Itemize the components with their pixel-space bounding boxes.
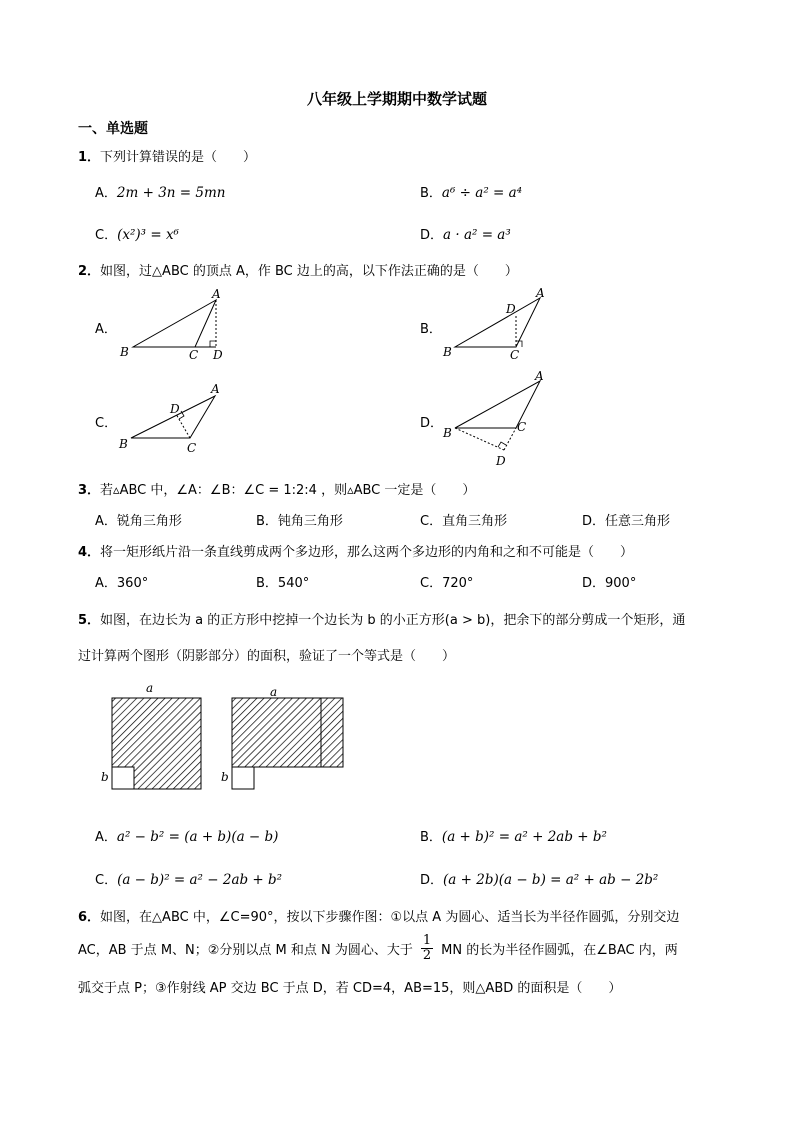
q1-option-d[interactable]: D．a · a² = a³ [420, 227, 511, 243]
question-4-stem: 将一矩形纸片沿一条直线剪成两个多边形，那么这两个多边形的内角和之和不可能是（ ） [100, 545, 634, 560]
q4-option-b[interactable]: B．540° [256, 576, 310, 591]
q2c-point-c: C [187, 441, 197, 455]
q5-option-c[interactable]: C．(a − b)² = a² − 2ab + b² [95, 872, 283, 888]
q2d-point-c: C [517, 420, 527, 434]
q1-option-a[interactable]: A．2m + 3n = 5mn [95, 185, 226, 201]
q2-option-a-label[interactable]: A． [95, 322, 117, 337]
q2b-point-c: C [510, 348, 520, 362]
question-5-stem-line1: 如图，在边长为 a 的正方形中挖掉一个边长为 b 的小正方形(a > b)，把余下的部分剪成一个矩形，通 [100, 613, 686, 628]
q2a-point-d: D [213, 348, 223, 362]
q4-option-c[interactable]: C．720° [420, 576, 474, 591]
q2-option-b-label[interactable]: B． [420, 322, 442, 337]
q2c-point-b: B [119, 437, 128, 451]
q2b-point-b: B [443, 345, 452, 359]
q5-left-b-label: b [101, 770, 109, 784]
q3-option-d[interactable]: D．任意三角形 [582, 514, 671, 529]
question-2-stem: 如图，过△ABC 的顶点 A，作 BC 边上的高，以下作法正确的是（ ） [100, 264, 518, 279]
q2d-point-b: B [443, 426, 452, 440]
q2d-point-a: A [535, 369, 544, 383]
q1-option-c[interactable]: C．(x²)³ = x⁶ [95, 227, 179, 243]
fraction-one-half: $\frac{1}{2}$ [422, 933, 432, 963]
q5-right-b-label: b [221, 770, 229, 784]
q2c-point-a: A [211, 382, 220, 396]
question-5-stem-line2: 过计算两个图形（阴影部分）的面积，验证了一个等式是（ ） [78, 649, 456, 664]
q2a-point-a: A [212, 287, 221, 301]
question-6-line3: 弧交于点 P；③作射线 AP 交边 BC 于点 D，若 CD=4，AB=15，则△ABD 的面积是（ ） [78, 981, 622, 996]
q2b-point-d: D [506, 302, 516, 316]
page-title: 八年级上学期期中数学试题 [306, 90, 487, 108]
q3-option-c[interactable]: C．直角三角形 [420, 514, 508, 529]
question-6 [78, 906, 679, 925]
q2d-point-d: D [496, 454, 506, 468]
section-heading: 一、单选题 [78, 121, 148, 137]
q2c-point-d: D [170, 402, 180, 416]
question-1-number: 1． [78, 150, 101, 165]
question-4-number: 4． [78, 545, 101, 560]
q2b-point-a: A [536, 286, 545, 300]
q5-option-d[interactable]: D．(a + 2b)(a − b) = a² + ab − 2b² [420, 872, 659, 888]
question-3-stem: 若▵ABC 中，∠A：∠B：∠C = 1:2:4 ，则▵ABC 一定是（ ） [100, 483, 476, 498]
question-6-line1: 如图，在△ABC 中，∠C=90°，按以下步骤作图：①以点 A 为圆心、适当长为半径作圆弧，分别交边 [100, 910, 680, 925]
q5-option-b[interactable]: B．(a + b)² = a² + 2ab + b² [420, 829, 607, 845]
q2-option-d-label[interactable]: D． [420, 416, 444, 431]
q5-option-a[interactable]: A．a² − b² = (a + b)(a − b) [95, 829, 279, 845]
q1-option-b[interactable]: B．a⁶ ÷ a² = a⁴ [420, 185, 523, 201]
q2a-point-c: C [189, 348, 199, 362]
question-5-number: 5． [78, 613, 101, 628]
question-6-line2: AC，AB 于点 M、N；②分别以点 M 和点 N 为圆心、大于 $\frac{1}{2}$ MN 的长为半径作圆弧，在∠BAC 内，两 [78, 933, 678, 963]
question-2-number: 2． [78, 264, 101, 279]
question-1-stem: 下列计算错误的是（ ） [100, 150, 257, 165]
q3-option-a[interactable]: A．锐角三角形 [95, 514, 182, 529]
q5-left-a-label: a [146, 681, 154, 695]
question-6-number: 6． [78, 910, 101, 925]
q2a-point-b: B [120, 345, 129, 359]
q5-right-a-label: a [270, 685, 278, 699]
q2-option-c-label[interactable]: C． [95, 416, 118, 431]
q4-option-d[interactable]: D．900° [582, 576, 637, 591]
question-3-number: 3． [78, 483, 101, 498]
q4-option-a[interactable]: A．360° [95, 576, 149, 591]
q3-option-b[interactable]: B．钝角三角形 [256, 514, 343, 529]
